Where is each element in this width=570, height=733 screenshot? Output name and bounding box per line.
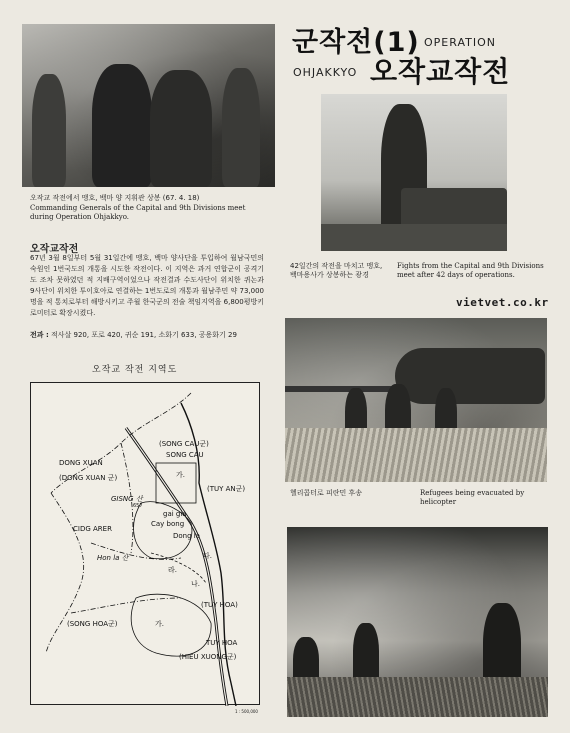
map-label-tuy-hoa-district: (TUY HOA) [201, 601, 238, 609]
map-label-gai-gia: gai gia [163, 510, 187, 518]
map-label-dong-la: Dong la [173, 532, 201, 540]
photo-commanders-caption-kr: 오작교 작전에서 맹호, 백마 양 지휘관 상봉 (67. 4. 18) [30, 194, 200, 202]
operation-area-map [30, 382, 260, 705]
map-label-zone-ga: 가. [176, 471, 185, 479]
article-losses-label: 전과 : [30, 331, 49, 339]
article-losses-values: 적사살 920, 포로 420, 귀순 191, 소화기 633, 공용화기 29 [51, 331, 237, 339]
map-label-dong-xuan: DONG XUAN [59, 459, 103, 467]
photo-soldiers-advance [287, 527, 548, 717]
photo-embrace-caption-kr: 42일간의 작전을 마치고 맹호, 백마용사가 상봉하는 광경 [290, 262, 383, 279]
photo-helicopter-caption-kr: 헬리콥터로 피란민 후송 [290, 489, 363, 497]
map-label-gisng-mountain: GISNG 산 [111, 495, 143, 503]
map-label-song-cau-district: (SONG CAU군) [159, 440, 209, 448]
page-title-en: OPERATION [424, 36, 496, 49]
article-heading: 오작교작전 [30, 244, 79, 255]
map-label-elevation: 657 [133, 503, 143, 509]
map-label-zone-na: 나. [191, 580, 200, 588]
map-label-zone-da: 다. [203, 552, 212, 560]
map-scale: 1 : 500,000 [235, 709, 258, 714]
site-watermark: vietvet.co.kr [456, 296, 549, 309]
map-label-song-cau: SONG CAU [166, 451, 204, 459]
map-label-song-hoa-district: (SONG HOA군) [67, 620, 118, 628]
map-label-tuy-an-district: (TUY AN군) [207, 485, 246, 493]
map-label-cay-bong: Cay bong [151, 520, 185, 528]
page-subtitle-kr: 오작교작전 [370, 55, 511, 88]
map-label-cidg-area: CIDG ARER [73, 525, 112, 533]
photo-helicopter-caption-en: Refugees being evacuated by helicopter [420, 489, 525, 506]
article-losses [30, 330, 270, 340]
photo-commanders-meeting [22, 24, 275, 187]
map-label-zone-ra: 라. [168, 566, 177, 574]
map-title: 오작교 작전 지역도 [92, 365, 178, 375]
map-label-hieu-xuong-district: (HIEU XUONG군) [179, 653, 237, 661]
photo-soldiers-embrace [321, 94, 507, 251]
page-subtitle-en: OHJAKKYO [293, 66, 358, 79]
map-label-tuy-hoa: TUY HOA [206, 639, 238, 647]
map-label-hon-la-mountain: Hon la 산 [97, 554, 129, 562]
page-title: 군작전(1) [292, 27, 420, 58]
article-body: 67년 3월 8일부터 5월 31일간에 맹호, 백마 양사단을 투입하여 월남국민의 숙원인 1번국도의 개통을 시도한 작전이다. 이 지역은 과거 연합군이 공격기도 조차 못하였던 적 지배구역이었으나 작전결과 수도사단이 위치한 퀴논과 9사단이 위치한 투이호아로 연결하는 1번도로의 개통과 월남주민 약 73,000명을 적 통치로부터 해방시키고 주월 한국군의 전술 책임지역을 6,800평방키로미터로 확장시켰다. [30, 254, 264, 317]
photo-commanders-caption-en: Commanding Generals of the Capital and 9th Divisions meet during Operation Ohjakkyo. [30, 204, 246, 221]
map-label-zone-ga-south: 가. [155, 620, 164, 628]
photo-helicopter-evacuation [285, 318, 547, 482]
photo-embrace-caption-en: Fights from the Capital and 9th Divisions meet after 42 days of operations. [397, 262, 544, 279]
map-label-dong-xuan-district: (DONG XUAN 군) [59, 474, 118, 482]
